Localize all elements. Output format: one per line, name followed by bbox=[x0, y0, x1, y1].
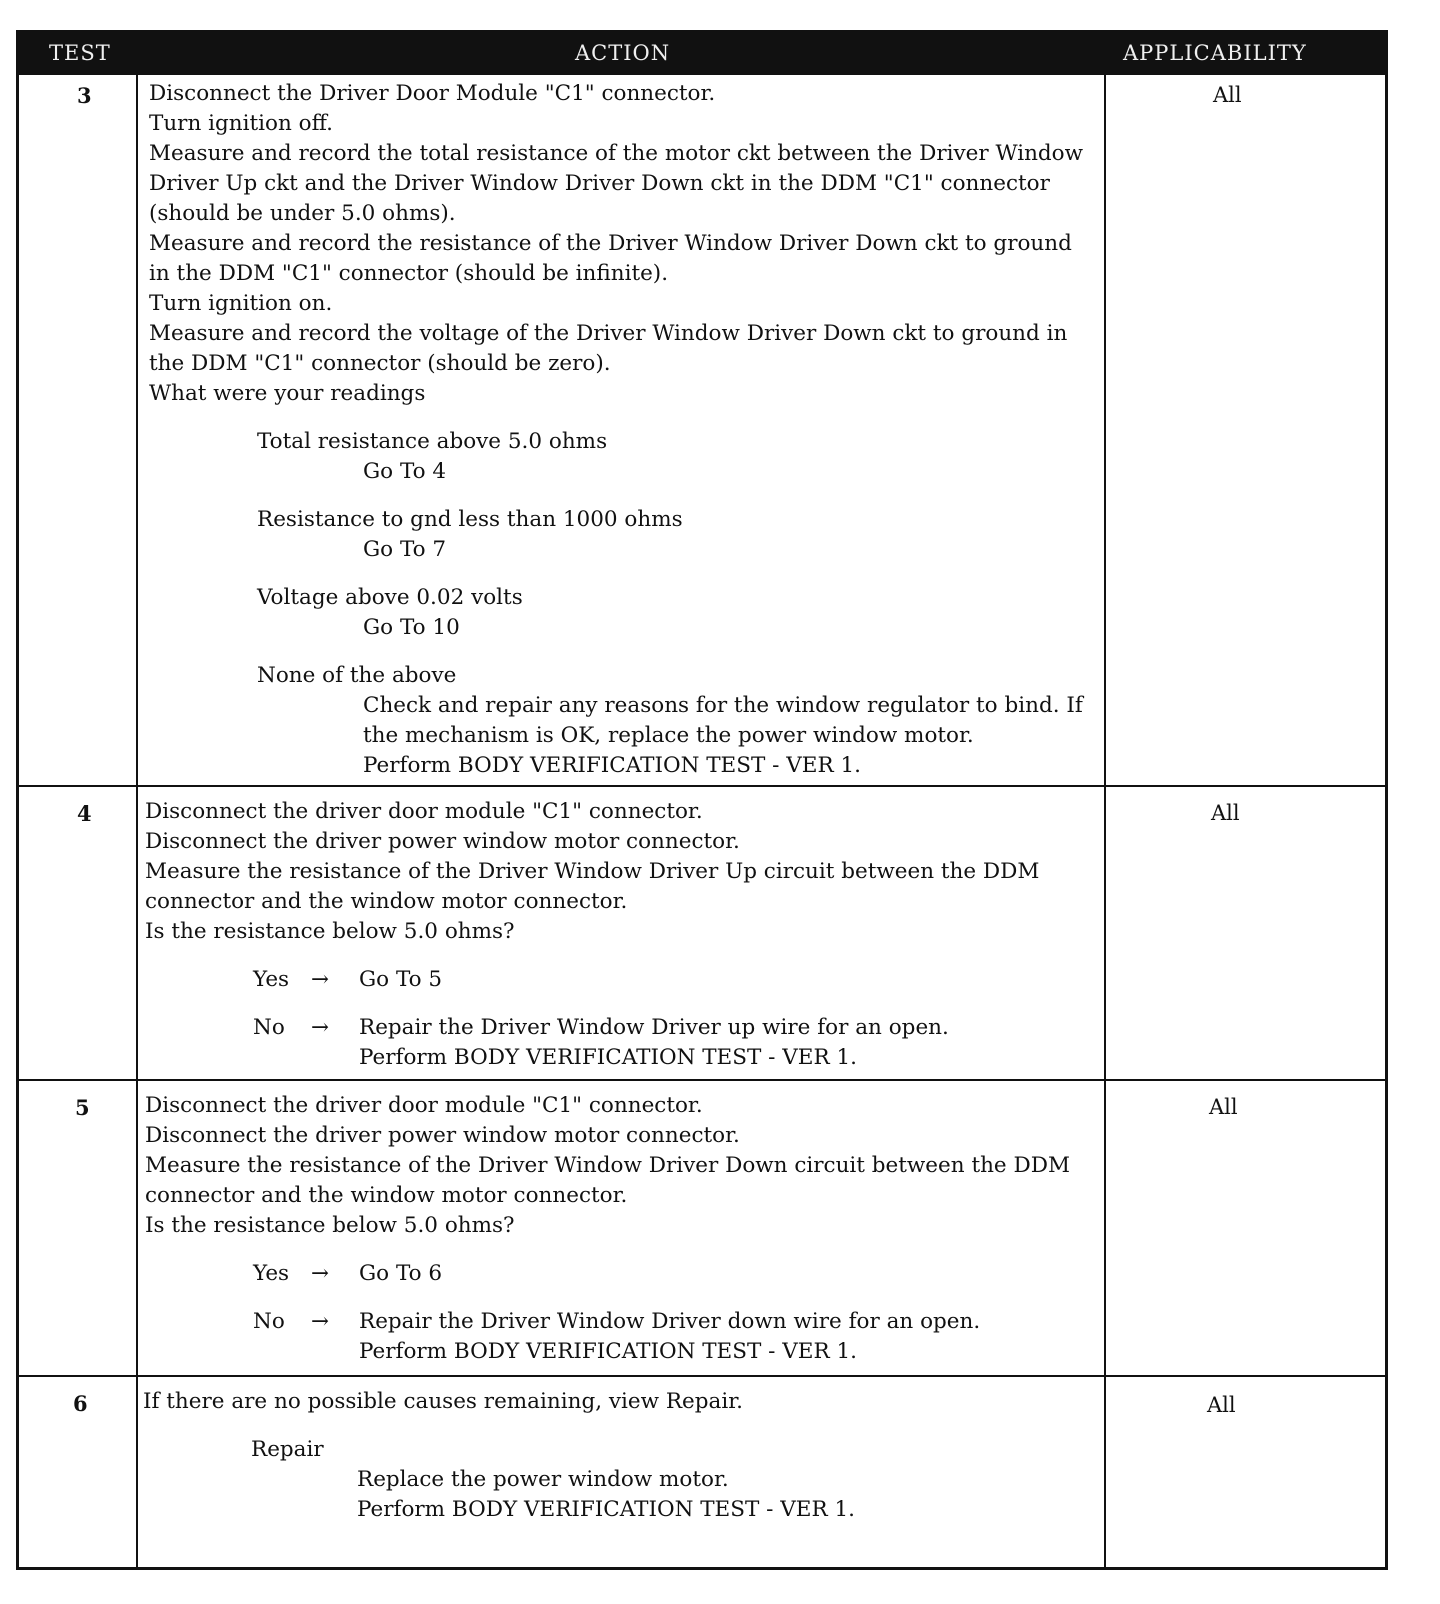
arrow-icon: → bbox=[311, 1309, 330, 1334]
action-line: Driver Up ckt and the Driver Window Driver Down ckt in the DDM "C1" connector bbox=[149, 171, 1050, 196]
option-result: Go To 7 bbox=[363, 537, 447, 562]
test-number: 4 bbox=[77, 801, 92, 826]
action-line: What were your readings bbox=[149, 381, 426, 406]
header-test: TEST bbox=[49, 41, 111, 65]
yes-label: Yes bbox=[253, 967, 290, 992]
action-line: Disconnect the driver power window motor connector. bbox=[145, 1123, 740, 1148]
action-line: Is the resistance below 5.0 ohms? bbox=[145, 919, 515, 944]
action-cell-test-4 bbox=[145, 797, 1039, 1073]
option-result: Go To 4 bbox=[363, 459, 447, 484]
action-line: Measure and record the voltage of the Driver Window Driver Down ckt to ground in bbox=[149, 321, 1068, 346]
arrow-icon: → bbox=[311, 967, 330, 992]
yes-branch bbox=[145, 1259, 1070, 1289]
no-result: Repair the Driver Window Driver up wire for an open. bbox=[359, 1015, 949, 1040]
action-line: Measure and record the resistance of the Driver Window Driver Down ckt to ground bbox=[149, 231, 1072, 256]
test-number: 5 bbox=[75, 1095, 90, 1120]
action-cell-test-6 bbox=[143, 1387, 855, 1525]
action-line: Measure the resistance of the Driver Window Driver Up circuit between the DDM bbox=[145, 859, 1040, 884]
no-label: No bbox=[253, 1015, 285, 1040]
action-line: Measure and record the total resistance of the motor ckt between the Driver Window bbox=[149, 141, 1084, 166]
header-applicability: APPLICABILITY bbox=[1123, 41, 1307, 65]
no-result: Repair the Driver Window Driver down wire for an open. bbox=[359, 1309, 981, 1334]
row-divider bbox=[19, 1079, 1385, 1081]
action-line: Is the resistance below 5.0 ohms? bbox=[145, 1213, 515, 1238]
action-line: Turn ignition on. bbox=[149, 291, 333, 316]
no-branch bbox=[145, 1307, 1070, 1337]
action-line: the DDM "C1" connector (should be zero). bbox=[149, 351, 611, 376]
action-line: (should be under 5.0 ohms). bbox=[149, 201, 456, 226]
option-condition: None of the above bbox=[257, 663, 457, 688]
yes-branch bbox=[145, 965, 1039, 995]
action-line: connector and the window motor connector. bbox=[145, 889, 628, 914]
action-line: If there are no possible causes remaining, view Repair. bbox=[143, 1389, 743, 1414]
action-line: in the DDM "C1" connector (should be infinite). bbox=[149, 261, 669, 286]
table-header bbox=[19, 33, 1385, 75]
test-number: 6 bbox=[73, 1391, 88, 1416]
arrow-icon: → bbox=[311, 1015, 330, 1040]
action-line: Measure the resistance of the Driver Window Driver Down circuit between the DDM bbox=[145, 1153, 1070, 1178]
applicability-value: All bbox=[1213, 83, 1242, 107]
repair-line: Perform BODY VERIFICATION TEST - VER 1. bbox=[357, 1497, 856, 1522]
action-line: connector and the window motor connector. bbox=[145, 1183, 628, 1208]
test-number: 3 bbox=[77, 83, 92, 108]
yes-result: Go To 6 bbox=[359, 1261, 443, 1286]
row-divider bbox=[19, 785, 1385, 787]
column-divider bbox=[1104, 75, 1106, 1567]
option-result: Go To 10 bbox=[363, 615, 460, 640]
action-cell-test-5 bbox=[145, 1091, 1070, 1367]
applicability-value: All bbox=[1207, 1393, 1236, 1417]
arrow-icon: → bbox=[311, 1261, 330, 1286]
action-line: Disconnect the driver door module "C1" connector. bbox=[145, 799, 703, 824]
procedure-table bbox=[16, 30, 1388, 1570]
no-label: No bbox=[253, 1309, 285, 1334]
repair-label: Repair bbox=[251, 1437, 324, 1462]
no-result-followup: Perform BODY VERIFICATION TEST - VER 1. bbox=[359, 1339, 858, 1364]
applicability-value: All bbox=[1211, 801, 1240, 825]
no-result-followup: Perform BODY VERIFICATION TEST - VER 1. bbox=[359, 1045, 858, 1070]
row-divider bbox=[19, 1375, 1385, 1377]
action-line: Disconnect the driver power window motor connector. bbox=[145, 829, 740, 854]
applicability-value: All bbox=[1209, 1095, 1238, 1119]
header-action: ACTION bbox=[575, 41, 671, 65]
action-cell-test-3 bbox=[149, 79, 1083, 781]
action-line: Turn ignition off. bbox=[149, 111, 333, 136]
yes-result: Go To 5 bbox=[359, 967, 443, 992]
column-divider bbox=[136, 75, 138, 1567]
option-condition: Voltage above 0.02 volts bbox=[257, 585, 523, 610]
yes-label: Yes bbox=[253, 1261, 290, 1286]
no-branch bbox=[145, 1013, 1039, 1043]
option-result: Perform BODY VERIFICATION TEST - VER 1. bbox=[363, 753, 862, 778]
action-line: Disconnect the Driver Door Module "C1" connector. bbox=[149, 81, 716, 106]
option-result: Check and repair any reasons for the window regulator to bind. If bbox=[363, 693, 1083, 718]
option-result: the mechanism is OK, replace the power window motor. bbox=[363, 723, 974, 748]
option-condition: Total resistance above 5.0 ohms bbox=[257, 429, 608, 454]
option-condition: Resistance to gnd less than 1000 ohms bbox=[257, 507, 683, 532]
action-line: Disconnect the driver door module "C1" connector. bbox=[145, 1093, 703, 1118]
repair-line: Replace the power window motor. bbox=[357, 1467, 729, 1492]
